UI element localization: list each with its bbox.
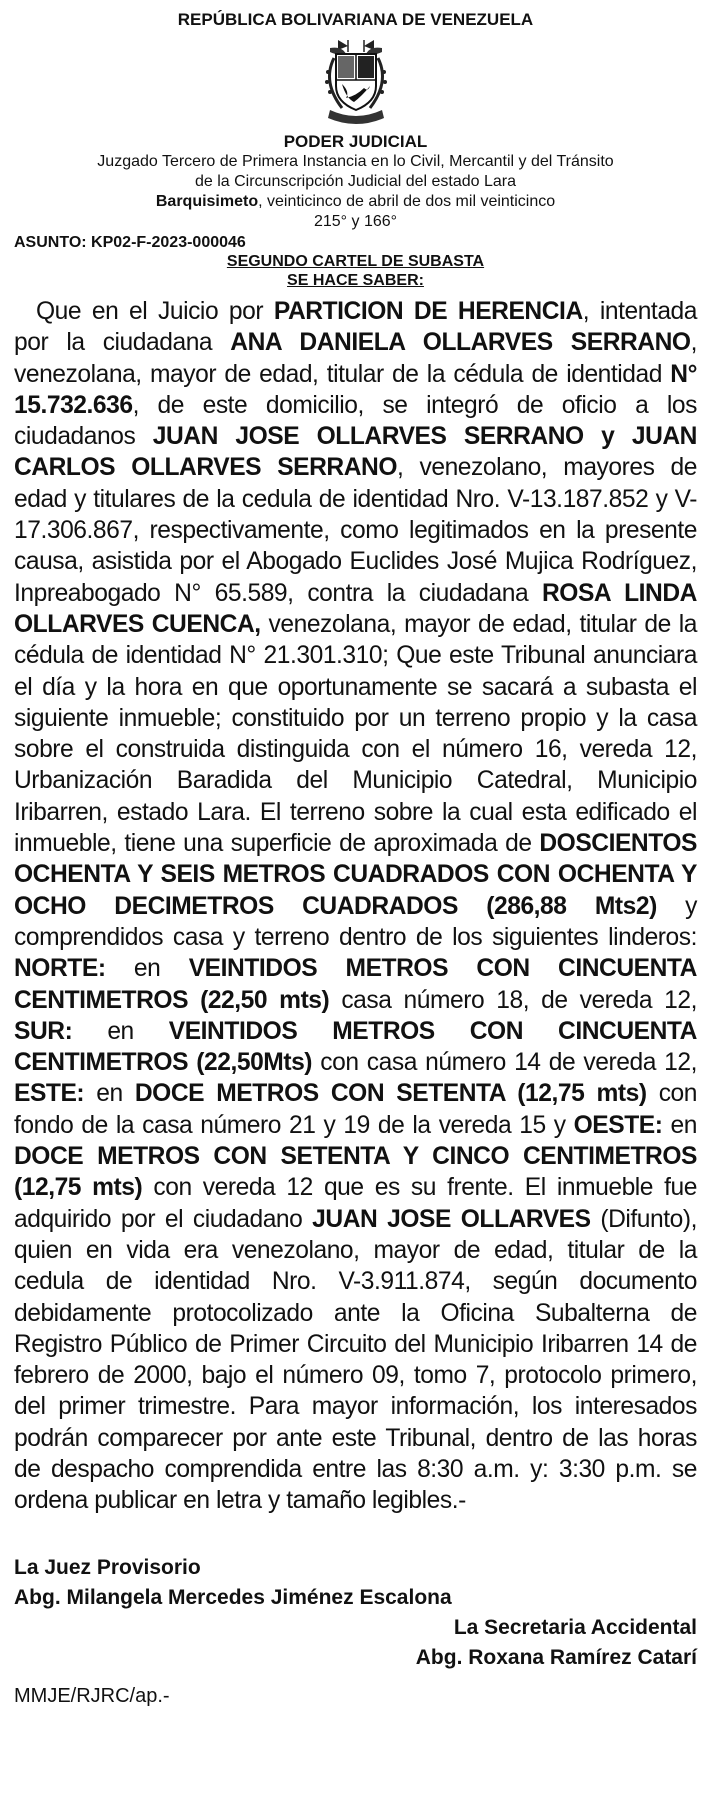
body-bold: VEINTIDOS METROS CON CINCUENTA CENTIMETROS (22,50 mts) (14, 955, 697, 1014)
judicial-branch-heading: PODER JUDICIAL (283, 132, 428, 151)
body-bold: ANA DANIELA OLLARVES SERRANO (230, 329, 691, 357)
body-bold: DOCE METROS CON SETENTA Y CINCO CENTIMETROS (12,75 mts) (14, 1143, 697, 1202)
body-bold: JUAN JOSE OLLARVES (312, 1205, 591, 1233)
judge-signature-block (14, 1553, 697, 1613)
body-bold: VEINTIDOS METROS CON CINCUENTA CENTIMETROS (22,50Mts) (14, 1017, 697, 1077)
body-text: en (662, 1111, 697, 1139)
body-bold: OESTE: (573, 1111, 663, 1139)
city-name: Barquisimeto (155, 193, 259, 210)
case-number: ASUNTO: KP02-F-2023-000046 (14, 234, 246, 251)
secretary-signature-block (14, 1613, 697, 1673)
body-bold: DOCE METROS CON SETENTA (12,75 mts) (134, 1080, 647, 1108)
body-bold: ROSA LINDA OLLARVES CUENCA, (14, 579, 697, 638)
seal-wrapper (14, 36, 697, 128)
body-bold: DOSCIENTOS OCHENTA Y SEIS METROS CUADRADOS CON OCHENTA Y OCHO DECIMETROS CUADRADOS (286,88 Mts2) (14, 830, 697, 920)
judge-title: La Juez Provisorio (14, 1555, 201, 1579)
body-text: venezolana, mayor de edad, titular de la cédula de identidad N° 21.301.310; Que este Tribunal anunciara el día y la hora en que oportunamente se sacará a subasta el siguiente inmueble; constituido por un terreno propio y la casa sobre el construida distinguida con el número 16, vereda 12, Urbanización Baradida del Municipio Catedral, Municipio Iribarren, estado Lara. El terreno sobre la cual esta edificado el inmueble, tiene una superficie de aproximada de (14, 610, 697, 858)
country-heading: REPÚBLICA BOLIVARIANA DE VENEZUELA (177, 10, 534, 29)
body-text: casa número 18, de vereda 12, (329, 986, 697, 1014)
notice-subtitle: SE HACE SABER: (287, 272, 424, 289)
body-text: en (105, 955, 189, 983)
body-text: , de este domicilio, se integró de oficio a los ciudadanos (14, 391, 697, 451)
body-bold: SUR: (14, 1017, 73, 1045)
body-bold: PARTICION DE HERENCIA (273, 298, 583, 325)
auction-title: SEGUNDO CARTEL DE SUBASTA (226, 253, 485, 270)
secretary-title: La Secretaria Accidental (453, 1615, 697, 1639)
date-text: , veinticinco de abril de dos mil veinticinco (258, 193, 556, 210)
body-text: en (72, 1017, 169, 1045)
body-text: con vereda 12 que es su frente. El inmueble fue adquirido por el ciudadano (14, 1174, 697, 1233)
body-text: en (84, 1080, 135, 1108)
body-text: Que en el Juicio por (36, 298, 274, 325)
body-bold: ESTE: (14, 1080, 85, 1108)
body-bold: JUAN JOSE OLLARVES SERRANO y JUAN CARLOS OLLARVES SERRANO (14, 423, 697, 482)
city-date-line (14, 192, 697, 212)
court-name-line-1: Juzgado Tercero de Primera Instancia en lo Civil, Mercantil y del Tránsito (97, 153, 614, 170)
body-text: con casa número 14 de vereda 12, (312, 1049, 697, 1077)
judge-name: Abg. Milangela Mercedes Jiménez Escalona (14, 1585, 452, 1609)
coat-of-arms-icon (316, 36, 396, 128)
body-text: , intentada por la ciudadana (14, 298, 697, 357)
body-text: con fondo de la casa número 21 y 19 de la vereda 15 y (14, 1080, 697, 1139)
year-numbers: 215° y 166° (313, 213, 398, 230)
secretary-name: Abg. Roxana Ramírez Catarí (415, 1645, 697, 1669)
body-text: , venezolana, mayor de edad, titular de la cédula de identidad (14, 329, 698, 388)
document-initials: MMJE/RJRC/ap.- (14, 1684, 170, 1707)
body-text: (Difunto), quien en vida era venezolano, mayor de edad, titular de la cedula de identidad Nro. V-3.911.874, según documento debidamente protocolizado ante la Oficina Subalterna de Registro Público de Primer Circuito del Municipio Iribarren 14 de febrero de 2000, bajo el número 09, tomo 7, protocolo primero, del primer trimestre. Para mayor información, los interesados podrán comparecer por ante este Tribunal, dentro de las horas de despacho comprendida entre las 8:30 a.m. y: 3:30 p.m. se ordena publicar en letra y tamaño legibles.- (14, 1205, 697, 1515)
court-name-line-2: de la Circunscripción Judicial del estado Lara (194, 173, 517, 190)
body-text: y comprendidos casa y terreno dentro de los siguientes linderos: (14, 892, 697, 951)
body-bold: NORTE: (14, 955, 106, 983)
notice-body (14, 296, 697, 1517)
body-bold: N° 15.732.636 (14, 360, 697, 419)
body-text: , venezolano, mayores de edad y titulares de la cedula de identidad Nro. V-13.187.852 y V- 17.306.867, respectivamente, como legitimados en la presente causa, asistida por el Abogado Euclides José Mujica Rodríguez, Inpreabogado N° 65.589, contra la ciudadana (14, 454, 697, 607)
